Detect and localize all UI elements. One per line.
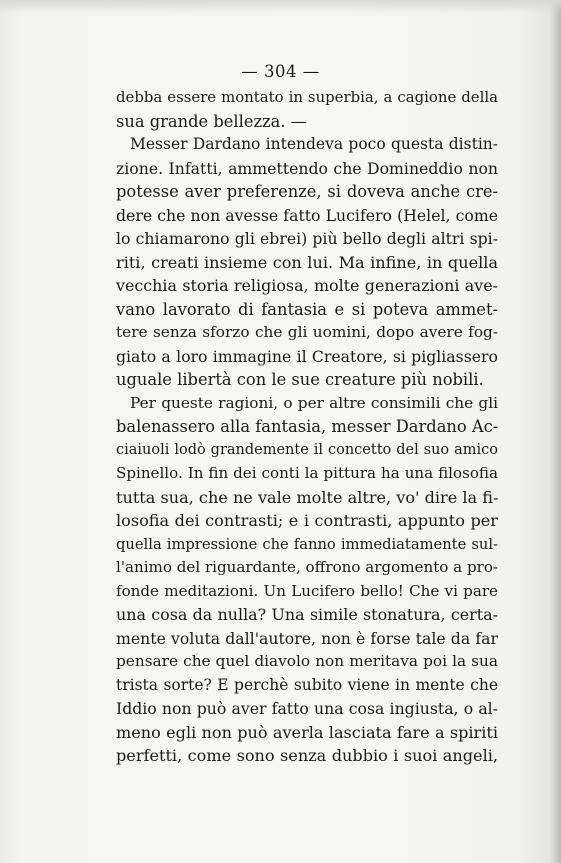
page-top-shadow [0, 0, 561, 14]
text-line: Messer Dardano intendeva poco questa distin- [130, 135, 498, 153]
text-line: tere senza sforzo che gli uomini, dopo avere fog- [116, 323, 498, 341]
page-number: — 304 — [241, 62, 320, 81]
text-line: losofia dei contrasti; e i contrasti, appunto per [116, 511, 498, 530]
text-line: potesse aver preferenze, si doveva anche cre- [116, 182, 498, 201]
text-line: perfetti, come sono senza dubbio i suoi angeli, [116, 746, 498, 765]
text-line: zione. Infatti, ammettendo che Domineddio non [116, 158, 498, 178]
text-line: lo chiamarono gli ebrei) più bello degli altri spi- [116, 229, 498, 248]
text-line: ciaiuoli lodò grandemente il concetto del suo amico [116, 441, 498, 458]
text-line: balenassero alla fantasia, messer Dardano Ac- [116, 417, 499, 436]
text-line: Per queste ragioni, o per altre consimili che gli [130, 393, 498, 412]
text-line: fonde meditazioni. Un Lucifero bello! Che vi pare [116, 581, 498, 600]
text-line: tutta sua, che ne vale molte altre, vo' dire la fi- [116, 487, 499, 507]
text-line: sua grande bellezza. — [116, 111, 307, 131]
body-text [116, 86, 498, 768]
text-line: vecchia storia religiosa, molte generazioni ave- [116, 276, 498, 295]
text-line: pensare che quel diavolo non meritava poi la sua [116, 652, 498, 670]
text-line: giato a loro immagine il Creatore, si pigliassero [116, 346, 498, 366]
text-line: Iddio non può aver fatto una cosa ingiusta, o al- [116, 699, 498, 718]
text-line: meno egli non può averla lasciata fare a spiriti [116, 722, 498, 742]
text-line: l'animo del riguardante, offrono argomento a pro- [116, 558, 499, 576]
text-line: mente voluta dall'autore, non è forse tale da far [116, 628, 498, 648]
text-line: una cosa da nulla? Una simile stonatura, certa- [116, 605, 498, 624]
text-line: quella impressione che fanno immediatamente sul- [116, 535, 498, 553]
text-line: Spinello. In fin dei conti la pittura ha una filosofia [116, 464, 498, 482]
text-line: uguale libertà con le sue creature più nobili. [116, 370, 484, 389]
text-line: dere che non avesse fatto Lucifero (Helel, come [116, 205, 498, 225]
text-line: debba essere montato in superbia, a cagione della [116, 88, 498, 106]
text-line: riti, creati insieme con lui. Ma infine, in quella [116, 252, 498, 272]
text-line: trista sorte? E perchè subito viene in mente che [116, 675, 498, 694]
text-line: vano lavorato di fantasia e si poteva ammet- [116, 299, 498, 319]
